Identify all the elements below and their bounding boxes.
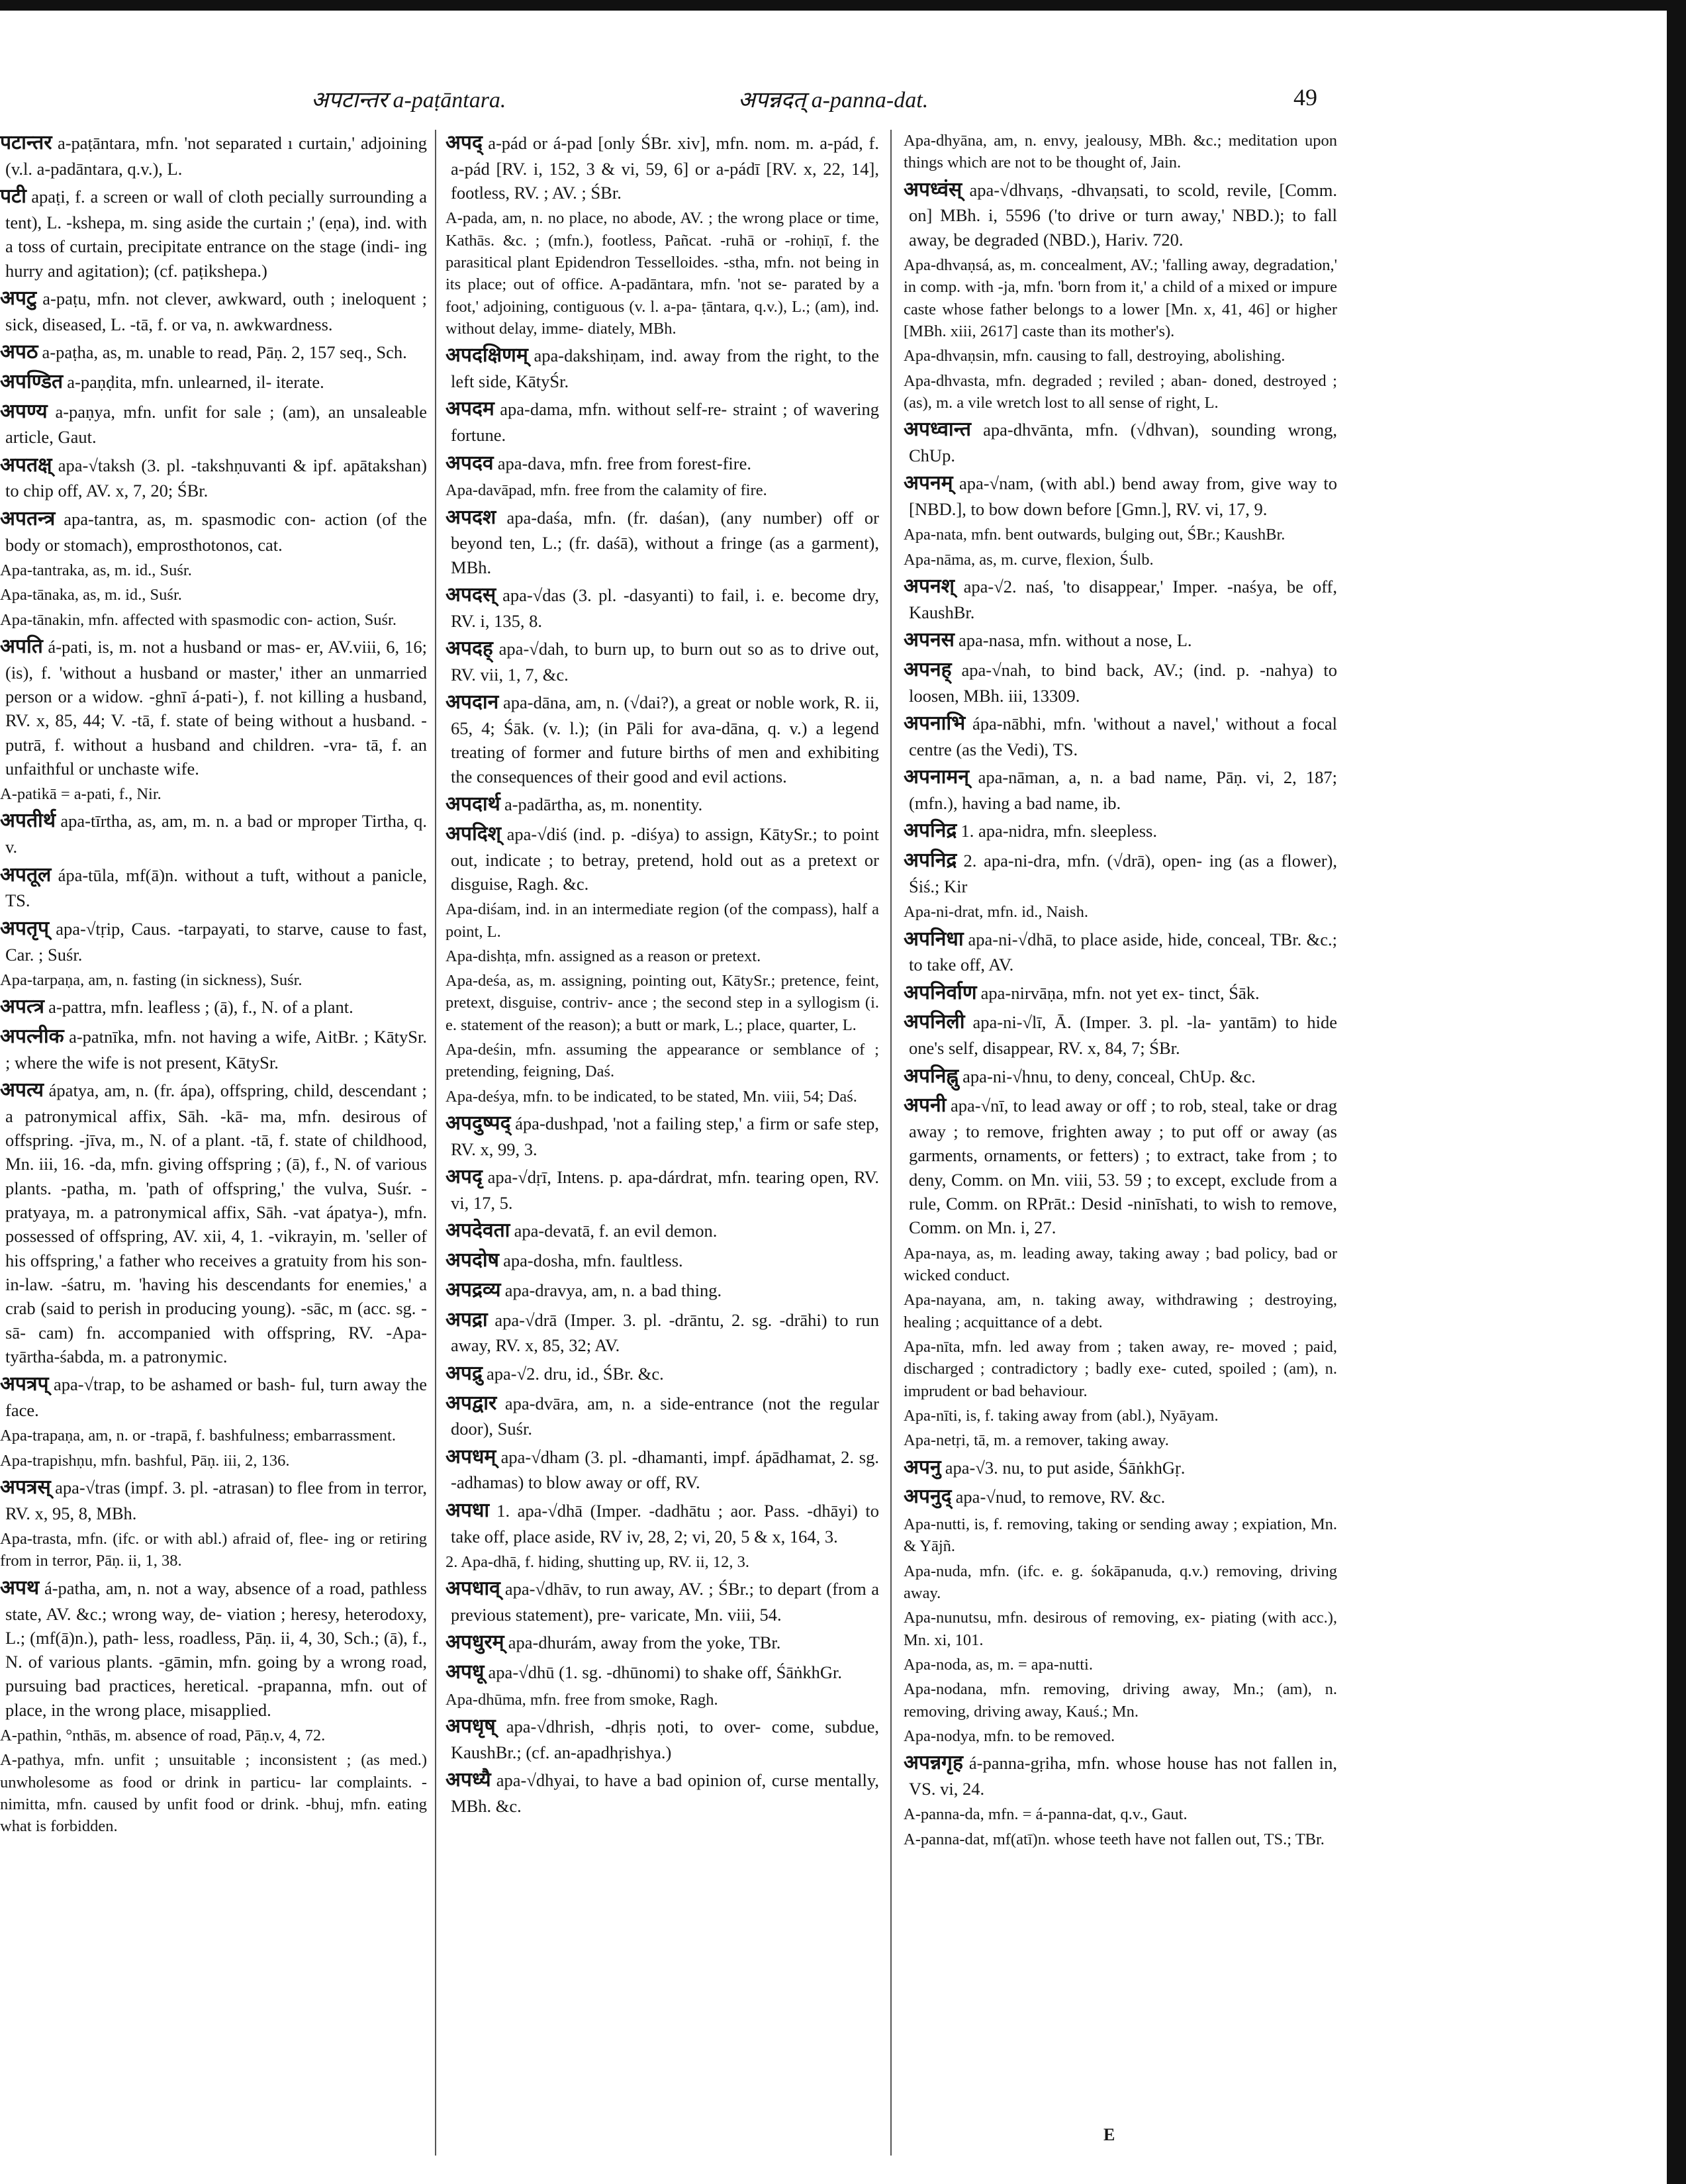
dictionary-entry xyxy=(445,1497,879,1548)
dictionary-subentry xyxy=(0,783,427,805)
dictionary-entry xyxy=(0,1023,427,1074)
entry-text: Apa-trapaṇa, am, n. or -trapā, f. bashfulness; embarrassment. xyxy=(0,1427,396,1445)
devanagari-headword: अपनिधा xyxy=(904,927,964,950)
column-2 xyxy=(445,130,879,2156)
devanagari-headword: अपतीर्थ xyxy=(0,810,56,832)
column-rule xyxy=(890,130,892,2156)
entry-text: apa-dravya, am, n. a bad thing. xyxy=(504,1280,722,1300)
devanagari-headword: अपनिद्र xyxy=(904,849,957,872)
dictionary-entry xyxy=(445,1713,879,1764)
entry-text: apa-√dhvaṇs, -dhvaṇsati, to scold, revile, [Comm. on] MBh. i, 5596 ('to drive or turn away,' NBD.); to fall away, be degraded (NBD.), Hariv. 720. xyxy=(909,179,1337,250)
devanagari-headword: अपतन्त्र xyxy=(0,507,56,530)
entry-text: Apa-trasta, mfn. (ifc. or with abl.) afraid of, flee- ing or retiring from in terror, Pāṇ. ii, 1, 38. xyxy=(0,1530,427,1570)
entry-text: Apa-nuda, mfn. (ifc. e. g. śokāpanuda, q.v.) removing, driving away. xyxy=(904,1562,1337,1603)
dictionary-entry xyxy=(445,1659,879,1686)
right-edge-shadow xyxy=(1667,0,1686,2184)
dictionary-entry xyxy=(445,1164,879,1215)
dictionary-entry xyxy=(0,183,427,283)
dictionary-subentry xyxy=(445,1039,879,1083)
entry-text: apa-√tṛip, Caus. -tarpayati, to starve, cause to fast, Car. ; Suśr. xyxy=(5,918,427,965)
devanagari-headword: अपद्रव्य xyxy=(445,1278,501,1301)
dictionary-subentry xyxy=(445,207,879,340)
entry-text: Apa-noda, as, m. = apa-nutti. xyxy=(904,1655,1093,1674)
dictionary-entry xyxy=(445,396,879,447)
entry-text: apa-√dham (3. pl. -dhamanti, impf. ápādhamat, 2. sg. -adhamas) to blow away or off, RV. xyxy=(451,1447,879,1493)
dictionary-entry xyxy=(445,582,879,633)
entry-text: a-padārtha, as, m. nonentity. xyxy=(504,794,703,814)
dictionary-subentry xyxy=(445,898,879,943)
dictionary-entry xyxy=(445,821,879,896)
devanagari-headword: अपनश् xyxy=(904,575,955,598)
dictionary-entry xyxy=(904,1750,1337,1801)
entry-text: apa-√dṛī, Intens. p. apa-dárdrat, mfn. tearing open, RV. vi, 17, 5. xyxy=(451,1167,879,1213)
entry-text: A-pathin, °nthās, m. absence of road, Pāṇ.v, 4, 72. xyxy=(0,1727,326,1745)
devanagari-headword: अपदह् xyxy=(445,638,493,660)
devanagari-headword: अपधाव् xyxy=(445,1578,500,1600)
entry-text: Apa-dishṭa, mfn. assigned as a reason or pretext. xyxy=(445,947,761,965)
devanagari-headword: अपत्रप् xyxy=(0,1373,49,1396)
devanagari-headword: अपदम xyxy=(445,398,494,420)
devanagari-headword: अपदुष्पद् xyxy=(445,1112,511,1135)
entry-text: Apa-dhvaṇsin, mfn. causing to fall, destroying, abolishing. xyxy=(904,347,1286,365)
dictionary-entry xyxy=(904,1484,1337,1511)
header-left-headword: अपटान्तर a-paṭāntara. xyxy=(311,88,506,113)
dictionary-entry xyxy=(445,1360,879,1388)
entry-text: Apa-ni-drat, mfn. id., Naish. xyxy=(904,903,1088,922)
devanagari-headword: अपदेवता xyxy=(445,1219,510,1242)
entry-text: apa-daśa, mfn. (fr. daśan), (any number) off or beyond ten, L.; (fr. daśā), without a fringe (as a garment), MBh. xyxy=(451,507,879,577)
entry-text: Apa-tānakin, mfn. affected with spasmodic con- action, Suśr. xyxy=(0,610,397,629)
entry-text: Apa-diśam, ind. in an intermediate region (of the compass), half a point, L. xyxy=(445,900,879,941)
dictionary-entry xyxy=(445,130,879,205)
devanagari-headword: अपत्रस् xyxy=(0,1476,51,1498)
dictionary-subentry xyxy=(904,1725,1337,1747)
dictionary-subentry xyxy=(904,1654,1337,1676)
entry-text: apa-ni-√lī, Ā. (Imper. 3. pl. -la- yantām) to hide one's self, disappear, RV. x, 84, 7; ŚBr. xyxy=(909,1012,1337,1059)
devanagari-headword: अपनिली xyxy=(904,1011,965,1033)
devanagari-headword: अपण्डित xyxy=(0,370,64,393)
entry-text: apa-√tras (impf. 3. pl. -atrasan) to flee from in terror, RV. x, 95, 8, MBh. xyxy=(5,1478,427,1523)
dictionary-entry xyxy=(904,1092,1337,1239)
devanagari-headword: अपद् xyxy=(445,132,483,154)
entry-text: apa-dava, mfn. free from forest-fire. xyxy=(497,453,752,473)
dictionary-subentry xyxy=(445,970,879,1036)
entry-text: apa-tantra, as, m. spasmodic con- action (of the body or stomach), emprosthotonos, cat. xyxy=(5,508,427,555)
entry-text: apa-dakshiṇam, ind. away from the right, to the left side, KātyŚr. xyxy=(451,346,879,392)
devanagari-headword: अपनिद्र xyxy=(904,820,957,842)
dictionary-entry xyxy=(0,369,427,396)
entry-text: apa-√2. naś, 'to disappear,' Imper. -naśya, be off, KaushBr. xyxy=(909,577,1337,622)
entry-text: A-panna-da, mfn. = á-panna-dat, q.v., Gaut. xyxy=(904,1805,1188,1824)
entry-text: apa-√dhū (1. sg. -dhūnomi) to shake off, ŚāṅkhGr. xyxy=(488,1662,842,1683)
column-rule xyxy=(435,130,436,2156)
dictionary-entry xyxy=(904,416,1337,467)
dictionary-subentry xyxy=(0,1450,427,1472)
devanagari-headword: अपदक्षिणम् xyxy=(445,344,528,367)
entry-text: Apa-nata, mfn. bent outwards, bulging out, ŚBr.; KaushBr. xyxy=(904,526,1286,544)
dictionary-subentry xyxy=(904,1678,1337,1723)
entry-text: Apa-deśya, mfn. to be indicated, to be stated, Mn. viii, 54; Daś. xyxy=(445,1087,857,1106)
dictionary-entry xyxy=(904,980,1337,1007)
dictionary-entry xyxy=(904,657,1337,708)
devanagari-headword: अपठ xyxy=(0,340,38,363)
dictionary-entry xyxy=(0,285,427,336)
entry-text: apa-devatā, f. an evil demon. xyxy=(514,1221,718,1241)
dictionary-subentry xyxy=(0,559,427,581)
entry-text: apa-√das (3. pl. -dasyanti) to fail, i. e. become dry, RV. i, 135, 8. xyxy=(451,585,879,631)
entry-text: Apa-trapishṇu, mfn. bashful, Pāṇ. iii, 2, 136. xyxy=(0,1451,290,1470)
dictionary-entry xyxy=(0,634,427,781)
entry-text: apaṭi, f. a screen or wall of cloth pecially surrounding a tent), L. -kshepa, m. sing aside the curtain ;' (eṇa), ind. with a toss of curtain, precipitate entrance on the stage (indi- ing hurry and agitation); (cf. paṭikshepa.) xyxy=(5,187,427,281)
entry-text: á-patha, am, n. not a way, absence of a road, pathless state, AV. &c.; wrong way, de- viation ; heresy, heterodoxy, L.; (mf(ā)n.), path- less, roadless, Pāṇ. ii, 4, 30, Sch.; (ā), f., N. of various plants. -gāmin, mfn. going by a wrong road, pursuing bad practices, heretical. -prapanna, mfn. out of place, in the wrong place, misapplied. xyxy=(5,1578,427,1720)
dictionary-entry xyxy=(445,1110,879,1161)
dictionary-entry xyxy=(0,994,427,1021)
dictionary-subentry xyxy=(904,901,1337,923)
entry-text: Apa-davāpad, mfn. free from the calamity of fire. xyxy=(445,481,767,500)
entry-text: A-pada, am, n. no place, no abode, AV. ; the wrong place or time, Kathās. &c. ; (mfn.), footless, Pañcat. -ruhā or -rohiṇī, f. the parasitical plant Epidendron Tesselloides. -stha, mfn. not being in its place; out of office. A-padāntara, mfn. 'not se- parated by a foot,' adjoining, contiguous (v. l. a-pa- ṭāntara, q.v.), L.; (am), ind. without delay, imme- diately, MBh. xyxy=(445,209,879,338)
entry-text: ápatya, am, n. (fr. ápa), offspring, child, descendant ; a patronymical affix, Sāh. -kā- ma, mfn. desirous of offspring. -jīva, m., N. of a plant. -tā, f. state of childhood, Mn. iii, 16. -da, mfn. giving offspring ; (ā), f., N. of various plants. -patha, m. 'path of offspring,' the vulva, Suśr. -pratyaya, m. a patronymical affix, Sāh. -vat ápatya-), mfn. possessed of offspring, AV. xii, 4, 1. -vikrayin, m. 'seller of his offspring,' a father who receives a gratuity from his son-in-law. -śatru, m. 'having his descendants for enemies,' a crab (said to perish in producing young). -sāc, m (acc. sg. -sā- cam) fn. accompanied with offspring, RV. -Apa- tyārtha-śabda, m. a patronymic. xyxy=(5,1080,427,1366)
devanagari-headword: अपनम् xyxy=(904,472,953,495)
dictionary-subentry xyxy=(904,1803,1337,1825)
devanagari-headword: अपत्य xyxy=(0,1079,44,1102)
dictionary-entry xyxy=(445,636,879,687)
entry-text: apa-nasa, mfn. without a nose, L. xyxy=(959,630,1192,651)
entry-text: á-pati, is, m. not a husband or mas- er, AV.viii, 6, 16; (is), f. 'without a husband or master,' ither an unmarried person or a widow. -ghnī á-pati-), f. not killing a husband, RV. x, 85, 44; V. -tā, f. state of being without a husband. -putrā, f. without a husband and children. -vra- tā, f. an unfaithful or unchaste wife. xyxy=(5,636,427,779)
entry-text: apa-nāman, a, n. a bad name, Pāṇ. vi, 2, 187; (mfn.), having a bad name, ib. xyxy=(909,767,1337,813)
dictionary-entry xyxy=(0,339,427,366)
devanagari-headword: अपनु xyxy=(904,1456,941,1478)
dictionary-entry xyxy=(445,450,879,477)
dictionary-entry xyxy=(445,1576,879,1627)
dictionary-entry xyxy=(445,504,879,579)
dictionary-subentry xyxy=(0,609,427,631)
entry-text: Apa-nāma, as, m. curve, flexion, Śulb. xyxy=(904,550,1154,569)
dictionary-entry xyxy=(0,808,427,859)
devanagari-headword: अपधू xyxy=(445,1661,485,1684)
entry-text: á-panna-gṛiha, mfn. whose house has not fallen in, VS. vi, 24. xyxy=(909,1753,1337,1799)
entry-text: Apa-dhūma, mfn. free from smoke, Ragh. xyxy=(445,1690,718,1709)
entry-text: a-paṭāntara, mfn. 'not separated ı curtain,' adjoining (v.l. a-padāntara, q.v.), L. xyxy=(5,133,427,179)
dictionary-subentry xyxy=(0,1425,427,1447)
dictionary-subentry xyxy=(904,1243,1337,1287)
devanagari-headword: अपनी xyxy=(904,1094,947,1117)
entry-text: 2. Apa-dhā, f. hiding, shutting up, RV. ii, 12, 3. xyxy=(445,1552,750,1571)
dictionary-entry xyxy=(904,710,1337,761)
dictionary-entry xyxy=(904,926,1337,977)
entry-text: apa-ni-√hnu, to deny, conceal, ChUp. &c. xyxy=(962,1066,1256,1086)
devanagari-headword: अपधम् xyxy=(445,1445,496,1468)
column-3 xyxy=(904,130,1337,2156)
dictionary-subentry xyxy=(904,1513,1337,1558)
entry-text: apa-tīrtha, as, am, m. n. a bad or mproper Tirtha, q. v. xyxy=(5,811,427,857)
dictionary-subentry xyxy=(0,1749,427,1837)
dictionary-entry xyxy=(904,470,1337,521)
entry-text: apa-√nam, (with abl.) bend away from, give way to [NBD.], to bow down before [Gmn.], RV. vi, 17, 9. xyxy=(909,473,1337,520)
entry-text: Apa-deśa, as, m. assigning, pointing out, KātySr.; pretence, feint, pretext, disguise, contriv- ance ; the second step in a syllogism (i. e. statement of the reason); a butt or mark, L.; place, quarter, L. xyxy=(445,972,879,1034)
dictionary-subentry xyxy=(445,945,879,967)
dictionary-subentry xyxy=(904,345,1337,367)
entry-text: ápa-nābhi, mfn. 'without a navel,' without a focal centre (as the Vedi), TS. xyxy=(909,714,1337,759)
devanagari-headword: अपद्रु xyxy=(445,1362,483,1384)
devanagari-headword: अपदोष xyxy=(445,1249,499,1272)
entry-text: a-paṭu, mfn. not clever, awkward, outh ; ineloquent ; sick, diseased, L. -tā, f. or va, n. awkwardness. xyxy=(5,288,427,334)
entry-text: apa-dosha, mfn. faultless. xyxy=(503,1251,683,1271)
dictionary-entry xyxy=(0,452,427,503)
dictionary-subentry xyxy=(904,1405,1337,1427)
devanagari-headword: पटान्तर xyxy=(0,132,52,154)
entry-text: apa-√dhrish, -dhṛis ṇoti, to over- come, subdue, KaushBr.; (cf. an-apadhṛishya.) xyxy=(451,1717,879,1762)
devanagari-headword: अपध्वंस् xyxy=(904,178,962,201)
devanagari-headword: अपनुद् xyxy=(904,1486,952,1508)
devanagari-headword: अपधुरम् xyxy=(445,1631,504,1654)
dictionary-subentry xyxy=(904,1607,1337,1651)
dictionary-subentry xyxy=(904,1828,1337,1850)
dictionary-subentry xyxy=(445,1689,879,1711)
dictionary-entry xyxy=(904,1063,1337,1090)
entry-text: Apa-nodya, mfn. to be removed. xyxy=(904,1727,1115,1745)
dictionary-entry xyxy=(904,1454,1337,1482)
entry-text: Apa-tarpaṇa, am, n. fasting (in sickness), Suśr. xyxy=(0,971,303,989)
dictionary-entry xyxy=(904,1009,1337,1060)
devanagari-headword: अपनह् xyxy=(904,658,952,681)
entry-text: apa-√3. nu, to put aside, ŚāṅkhGṛ. xyxy=(945,1457,1186,1478)
dictionary-subentry xyxy=(904,1560,1337,1605)
devanagari-headword: अपनस xyxy=(904,629,955,651)
dictionary-entry xyxy=(445,1767,879,1818)
dictionary-subentry xyxy=(0,1528,427,1572)
entry-text: apa-ni-√dhā, to place aside, hide, conceal, TBr. &c.; to take off, AV. xyxy=(909,929,1337,975)
dictionary-entry xyxy=(445,342,879,393)
dictionary-entry xyxy=(0,916,427,967)
devanagari-headword: अपद्वार xyxy=(445,1392,497,1414)
entry-text: A-pathya, mfn. unfit ; unsuitable ; inconsistent ; (as med.) unwholesome as food or drink in particu- lar complaints. -nimitta, mfn. caused by unfit food or drink. -bhuj, mfn. eating what is forbidden. xyxy=(0,1751,427,1836)
dictionary-entry xyxy=(904,627,1337,654)
dictionary-entry xyxy=(904,573,1337,624)
devanagari-headword: अपतूल xyxy=(0,863,52,886)
entry-text: Apa-netṛi, tā, m. a remover, taking away. xyxy=(904,1431,1169,1450)
devanagari-headword: अपनामन् xyxy=(904,766,969,788)
entry-text: apa-√trap, to be ashamed or bash- ful, turn away the face. xyxy=(5,1374,427,1421)
dictionary-subentry xyxy=(0,969,427,991)
entry-text: Apa-naya, as, m. leading away, taking away ; bad policy, bad or wicked conduct. xyxy=(904,1244,1337,1285)
devanagari-headword: अपतृप् xyxy=(0,917,50,939)
entry-text: 1. apa-nidra, mfn. sleepless. xyxy=(960,821,1157,841)
entry-text: Apa-nīti, is, f. taking away from (abl.), Nyāyam. xyxy=(904,1406,1219,1425)
dictionary-entry xyxy=(0,130,427,181)
entry-text: A-patikā = a-pati, f., Nir. xyxy=(0,785,162,804)
entry-text: apa-√dah, to burn up, to burn out so as to drive out, RV. vii, 1, 7, &c. xyxy=(451,639,879,685)
devanagari-headword: अपद्रा xyxy=(445,1308,488,1331)
dictionary-entry xyxy=(0,399,427,450)
entry-text: apa-√dhyai, to have a bad opinion of, curse mentally, MBh. &c. xyxy=(451,1770,879,1817)
entry-text: apa-dāna, am, n. (√dai?), a great or noble work, R. ii, 65, 4; Śāk. (v. l.); (in Pāli for ava-dāna, q. v.) a legend treating of former and future births of men and exhibiting the consequences of their good and evil actions. xyxy=(451,692,879,786)
devanagari-headword: अपदार्थ xyxy=(445,793,500,815)
dictionary-subentry xyxy=(904,1429,1337,1451)
dictionary-entry xyxy=(0,506,427,557)
dictionary-subentry xyxy=(904,524,1337,546)
entry-text: apa-√dhāv, to run away, AV. ; ŚBr.; to depart (from a previous statement), pre- varicate, Mn. viii, 54. xyxy=(451,1579,879,1625)
devanagari-headword: अपन्नगृह xyxy=(904,1752,963,1774)
devanagari-headword: अपनाभि xyxy=(904,712,966,735)
dictionary-subentry xyxy=(904,370,1337,414)
dictionary-subentry xyxy=(0,1725,427,1746)
dictionary-subentry xyxy=(445,1551,879,1573)
entry-text: a-pattra, mfn. leafless ; (ā), f., N. of a plant. xyxy=(48,997,353,1018)
entry-text: Apa-nayana, am, n. taking away, withdrawing ; destroying, healing ; acquittance of a debt. xyxy=(904,1291,1337,1331)
entry-text: Apa-dhvasta, mfn. degraded ; reviled ; aban- doned, destroyed ; (as), m. a vile wretch lost to all sense of right, L. xyxy=(904,371,1337,412)
devanagari-headword: अपधृष् xyxy=(445,1715,496,1738)
entry-text: ápa-dushpad, 'not a failing step,' a firm or safe step, RV. x, 99, 3. xyxy=(451,1114,879,1159)
entry-text: Apa-tantraka, as, m. id., Suśr. xyxy=(0,561,192,579)
devanagari-headword: अपदव xyxy=(445,451,494,474)
entry-text: a-pád or á-pad [only ŚBr. xiv], mfn. nom. m. a-pád, f. a-pád [RV. i, 152, 3 & vi, 59, 6] or a-pádī [RV. x, 22, 14], footless, RV. ; AV. ; ŚBr. xyxy=(451,133,879,203)
dictionary-subentry xyxy=(904,254,1337,342)
devanagari-headword: अपदस् xyxy=(445,584,496,606)
dictionary-subentry xyxy=(445,479,879,501)
dictionary-subentry xyxy=(904,1289,1337,1333)
dictionary-entry xyxy=(445,1217,879,1245)
header-right-headword: अपन्नदत् a-panna-dat. xyxy=(738,88,929,113)
entry-text: a-paṇya, mfn. unfit for sale ; (am), an unsaleable article, Gaut. xyxy=(5,401,427,448)
dictionary-entry xyxy=(0,1371,427,1422)
entry-text: 1. apa-√dhā (Imper. -dadhātu ; aor. Pass. -dhāyi) to take off, place aside, RV iv, 28, 2; vi, 20, 5 & x, 164, 3. xyxy=(451,1500,879,1546)
running-header xyxy=(0,83,1667,120)
entry-text: apa-√diś (ind. p. -diśya) to assign, KātySr.; to point out, indicate ; to betray, pretend, hold out as a pretext or disguise, Ragh. &c. xyxy=(451,824,879,894)
dictionary-subentry xyxy=(445,1086,879,1108)
devanagari-headword: पटी xyxy=(0,185,26,208)
entry-text: apa-√nah, to bind back, AV.; (ind. p. -nahya) to loosen, MBh. iii, 13309. xyxy=(909,659,1337,706)
dictionary-entry xyxy=(0,1575,427,1722)
dictionary-entry xyxy=(904,177,1337,252)
devanagari-headword: अपति xyxy=(0,635,43,657)
devanagari-headword: अपण्य xyxy=(0,400,48,422)
signature-mark: E xyxy=(1103,2125,1115,2144)
dictionary-entry xyxy=(0,862,427,913)
entry-text: Apa-nīta, mfn. led away from ; taken away, re- moved ; paid, discharged ; contradictory ; badly exe- cuted, spoiled ; (am), n. imprudent or bad behaviour. xyxy=(904,1337,1337,1400)
devanagari-headword: अपदश xyxy=(445,506,496,528)
dictionary-entry xyxy=(445,689,879,788)
devanagari-headword: अपटु xyxy=(0,287,37,309)
devanagari-headword: अपतक्ष् xyxy=(0,453,52,476)
entry-text: a-paṇḍita, mfn. unlearned, il- iterate. xyxy=(67,371,324,392)
devanagari-headword: अपत्नीक xyxy=(0,1025,64,1047)
entry-text: a-paṭha, as, m. unable to read, Pāṇ. 2, 157 seq., Sch. xyxy=(42,342,407,362)
entry-text: Apa-nodana, mfn. removing, driving away, Mn.; (am), n. removing, driving away, Kauś.; Mn. xyxy=(904,1680,1337,1721)
dictionary-entry xyxy=(445,1247,879,1274)
dictionary-entry xyxy=(445,1277,879,1304)
devanagari-headword: अपदिश् xyxy=(445,822,502,845)
entry-text: apa-nirvāṇa, mfn. not yet ex- tinct, Śāk. xyxy=(980,982,1260,1003)
dictionary-entry xyxy=(445,1629,879,1656)
entry-text: apa-√nud, to remove, RV. &c. xyxy=(955,1487,1166,1507)
entry-text: Apa-nunutsu, mfn. desirous of removing, ex- piating (with acc.), Mn. xi, 101. xyxy=(904,1609,1337,1649)
entry-text: apa-dhurám, away from the yoke, TBr. xyxy=(508,1633,781,1653)
dictionary-subentry xyxy=(904,549,1337,571)
devanagari-headword: अपदान xyxy=(445,691,499,714)
entry-text: ápa-tūla, mf(ā)n. without a tuft, without a panicle, TS. xyxy=(5,865,427,911)
dictionary-subentry xyxy=(904,130,1337,174)
devanagari-headword: अपनिह्नु xyxy=(904,1065,959,1087)
dictionary-entry xyxy=(904,818,1337,845)
dictionary-entry xyxy=(445,1444,879,1495)
entry-text: Apa-dhvaṇsá, as, m. concealment, AV.; 'falling away, degradation,' in comp. with -ja, mfn. 'born from it,' a child of a mixed or impure caste whose father belongs to a lower [Mn. x, 41, 46] or higher [MBh. xiii, 2617] caste than its mother's). xyxy=(904,256,1337,340)
devanagari-headword: अपधा xyxy=(445,1499,490,1521)
dictionary-entry xyxy=(904,847,1337,898)
dictionary-entry xyxy=(445,791,879,818)
entry-text: a-patnīka, mfn. not having a wife, AitBr. ; KātySr. ; where the wife is not present, KātySr. xyxy=(5,1026,427,1072)
dictionary-entry xyxy=(904,764,1337,815)
entry-text: Apa-dhyāna, am, n. envy, jealousy, MBh. &c.; meditation upon things which are not to be thought of, Jain. xyxy=(904,132,1337,172)
entry-text: apa-dvāra, am, n. a side-entrance (not the regular door), Suśr. xyxy=(451,1393,879,1439)
entry-text: apa-dama, mfn. without self-re- straint ; of wavering fortune. xyxy=(451,399,879,446)
dictionary-subentry xyxy=(904,1336,1337,1402)
dictionary-subentry xyxy=(0,584,427,606)
entry-text: 2. apa-ni-dra, mfn. (√drā), open- ing (as a flower), Śiś.; Kir xyxy=(909,851,1337,896)
entry-text: apa-√nī, to lead away or off ; to rob, steal, take or drag away ; to remove, frighten away ; to put off or away (as garments, ornaments, or fetters) ; to extract, take from ; to deny, Comm. on Mn. viii, 53. 59 ; to except, exclude from a rule, Comm. on RPrāt.: Desid -ninīshati, to wish to remove, Comm. on Mn. i, 27. xyxy=(909,1096,1337,1238)
devanagari-headword: अपथ xyxy=(0,1576,40,1599)
entry-text: apa-dhvānta, mfn. (√dhvan), sounding wrong, ChUp. xyxy=(909,420,1337,466)
entry-text: apa-√2. dru, id., ŚBr. &c. xyxy=(487,1363,664,1384)
entry-text: Apa-nutti, is, f. removing, taking or sending away ; expiation, Mn. & Yājñ. xyxy=(904,1515,1337,1556)
page-number: 49 xyxy=(1293,84,1317,111)
entry-text: Apa-tānaka, as, m. id., Suśr. xyxy=(0,586,182,604)
entry-text: apa-√drā (Imper. 3. pl. -drāntu, 2. sg. -drāhi) to run away, RV. x, 85, 32; AV. xyxy=(451,1309,879,1356)
devanagari-headword: अपत्त्र xyxy=(0,996,44,1018)
dictionary-entry xyxy=(0,1077,427,1368)
top-edge-shadow xyxy=(0,0,1667,11)
devanagari-headword: अपध्यै xyxy=(445,1769,491,1791)
column-1 xyxy=(0,130,427,2156)
entry-text: Apa-deśin, mfn. assuming the appearance or semblance of ; pretending, feigning, Daś. xyxy=(445,1041,879,1081)
entry-text: apa-√taksh (3. pl. -takshṇuvanti & ipf. apātakshan) to chip off, AV. x, 7, 20; ŚBr. xyxy=(5,455,427,501)
devanagari-headword: अपध्वान्त xyxy=(904,418,972,441)
dictionary-entry xyxy=(445,1307,879,1358)
dictionary-entry xyxy=(0,1474,427,1525)
devanagari-headword: अपदृ xyxy=(445,1166,483,1188)
devanagari-headword: अपनिर्वाण xyxy=(904,981,977,1004)
entry-text: A-panna-dat, mf(atī)n. whose teeth have not fallen out, TS.; TBr. xyxy=(904,1830,1325,1848)
dictionary-entry xyxy=(445,1390,879,1441)
